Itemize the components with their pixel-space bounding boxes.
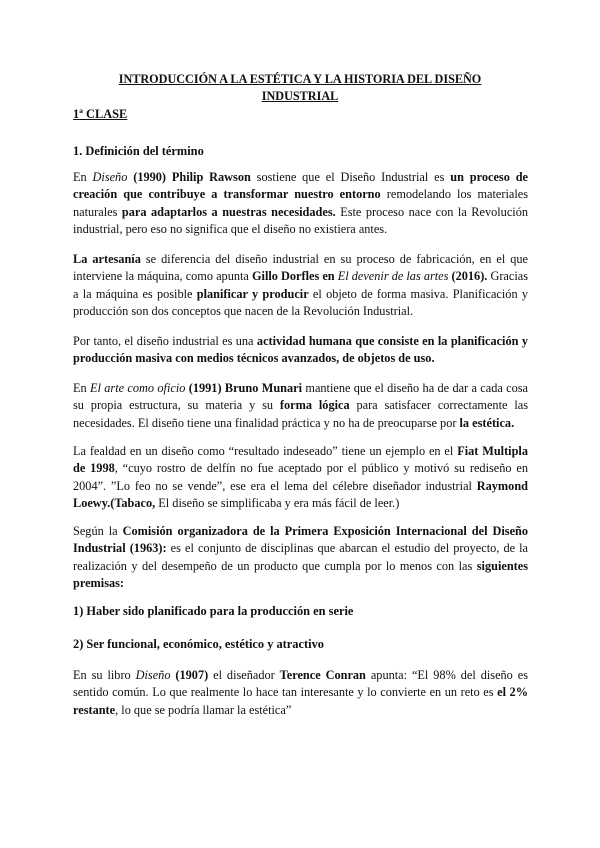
bold-span: para adaptarlos a nuestras necesidades. (121, 204, 336, 219)
section-heading-definition: 1. Definición del término (73, 144, 204, 158)
bold-span: (2016). (448, 269, 488, 284)
bold-span: la estética. (459, 415, 515, 430)
text-span: Este proceso nace con la Revolución industrial, pero eso no significa que el diseño no existiera antes. (73, 204, 528, 237)
bold-span: La artesanía (73, 252, 141, 266)
paragraph-definicion (73, 333, 528, 368)
bold-span: Raymond Loewy.(Tabaco, (73, 478, 528, 511)
bold-span: Comisión organizadora de la Primera Exposición Internacional del Diseño Industrial (1963): (73, 524, 529, 556)
paragraph-rawson (73, 169, 528, 239)
text-span: el objeto de forma masiva. Planificación y producción son dos conceptos que nacen de la Revolución Industrial. (73, 286, 529, 319)
title-line-2: INDUSTRIAL (261, 89, 339, 103)
paragraph-artesania (73, 251, 528, 321)
paragraph-conran (73, 667, 528, 719)
text-span: es el conjunto de disciplinas que abarcan el estudio del proyecto, de la realización y del desempeño de un producto que cumpla por lo menos con las (73, 541, 529, 573)
text-span: En (73, 381, 91, 395)
bold-span: Terence Conran (279, 668, 366, 682)
text-span: apunta: “El 98% del diseño es sentido común. Lo que realmente lo hace tan interesante y lo convierte en un reto es (73, 668, 528, 700)
bold-span: planificar y producir (196, 286, 309, 301)
text-span: remodelando los materiales naturales (73, 187, 529, 219)
text-span: Por tanto, el diseño industrial es una (73, 334, 257, 348)
class-heading: 1ª CLASE (73, 107, 128, 121)
text-span: En su libro (73, 668, 136, 682)
text-span: sostiene que el Diseño Industrial es (250, 170, 451, 184)
text-span: Gracias a la máquina es posible (73, 269, 529, 301)
bold-span: Gillo Dorfles en (251, 269, 335, 284)
text-span: para satisfacer correctamente las necesidades. El diseño tiene una finalidad práctica y no ha de preocuparse por (73, 398, 528, 430)
paragraph-comision (73, 523, 528, 593)
paragraph-fealdad (73, 443, 528, 513)
text-span: se diferencia del diseño industrial en su proceso de fabricación, en el que interviene la máquina, como apunta (73, 252, 529, 284)
text-span: El diseño se simplificaba y era más fácil de leer.) (155, 496, 400, 511)
book-title: Diseño (92, 170, 128, 184)
text-span: La fealdad en un diseño como “resultado indeseado” tiene un ejemplo en el (73, 444, 458, 458)
text-span: En (73, 170, 93, 184)
bold-span: Fiat Multipla de 1998 (73, 444, 529, 476)
text-span: el diseñador (208, 668, 280, 682)
bold-span: el 2% restante (73, 685, 528, 717)
document-title (60, 71, 540, 105)
bold-span: forma lógica (279, 398, 350, 413)
text-span: , “cuyo rostro de delfín no fue aceptado por el público y motivó su rediseño en 2004”. ”Lo feo no se vende”, ese era el lema del célebre diseñador industrial (73, 461, 528, 493)
text-span: mantiene que el diseño ha de dar a cada cosa su propia estructura, su materia y su (73, 381, 528, 413)
premise-heading-1: 1) Haber sido planificado para la producción en serie (73, 604, 354, 618)
bold-span: (1907) (170, 668, 209, 682)
text-span: , lo que se podría llamar la estética” (115, 702, 292, 717)
bold-span: (1990) Philip Rawson (133, 170, 251, 184)
bold-span: un proceso de creación que contribuye a transformar nuestro entorno (73, 170, 528, 202)
bold-span: siguientes premisas: (73, 558, 528, 591)
book-title: El arte como oficio (90, 381, 186, 395)
bold-span: (1991) Bruno Munari (185, 381, 303, 395)
book-title: El devenir de las artes (337, 269, 449, 284)
bold-span: actividad humana que consiste en la planificación y producción masiva con medios técnicos avanzados, de objetos de uso. (73, 334, 528, 366)
premise-heading-2: 2) Ser funcional, económico, estético y atractivo (73, 637, 324, 651)
paragraph-munari (73, 380, 528, 432)
book-title: Diseño (135, 668, 171, 682)
title-line-1: INTRODUCCIÓN A LA ESTÉTICA Y LA HISTORIA DEL DISEÑO (118, 72, 482, 86)
text-span: Según la (73, 524, 123, 538)
